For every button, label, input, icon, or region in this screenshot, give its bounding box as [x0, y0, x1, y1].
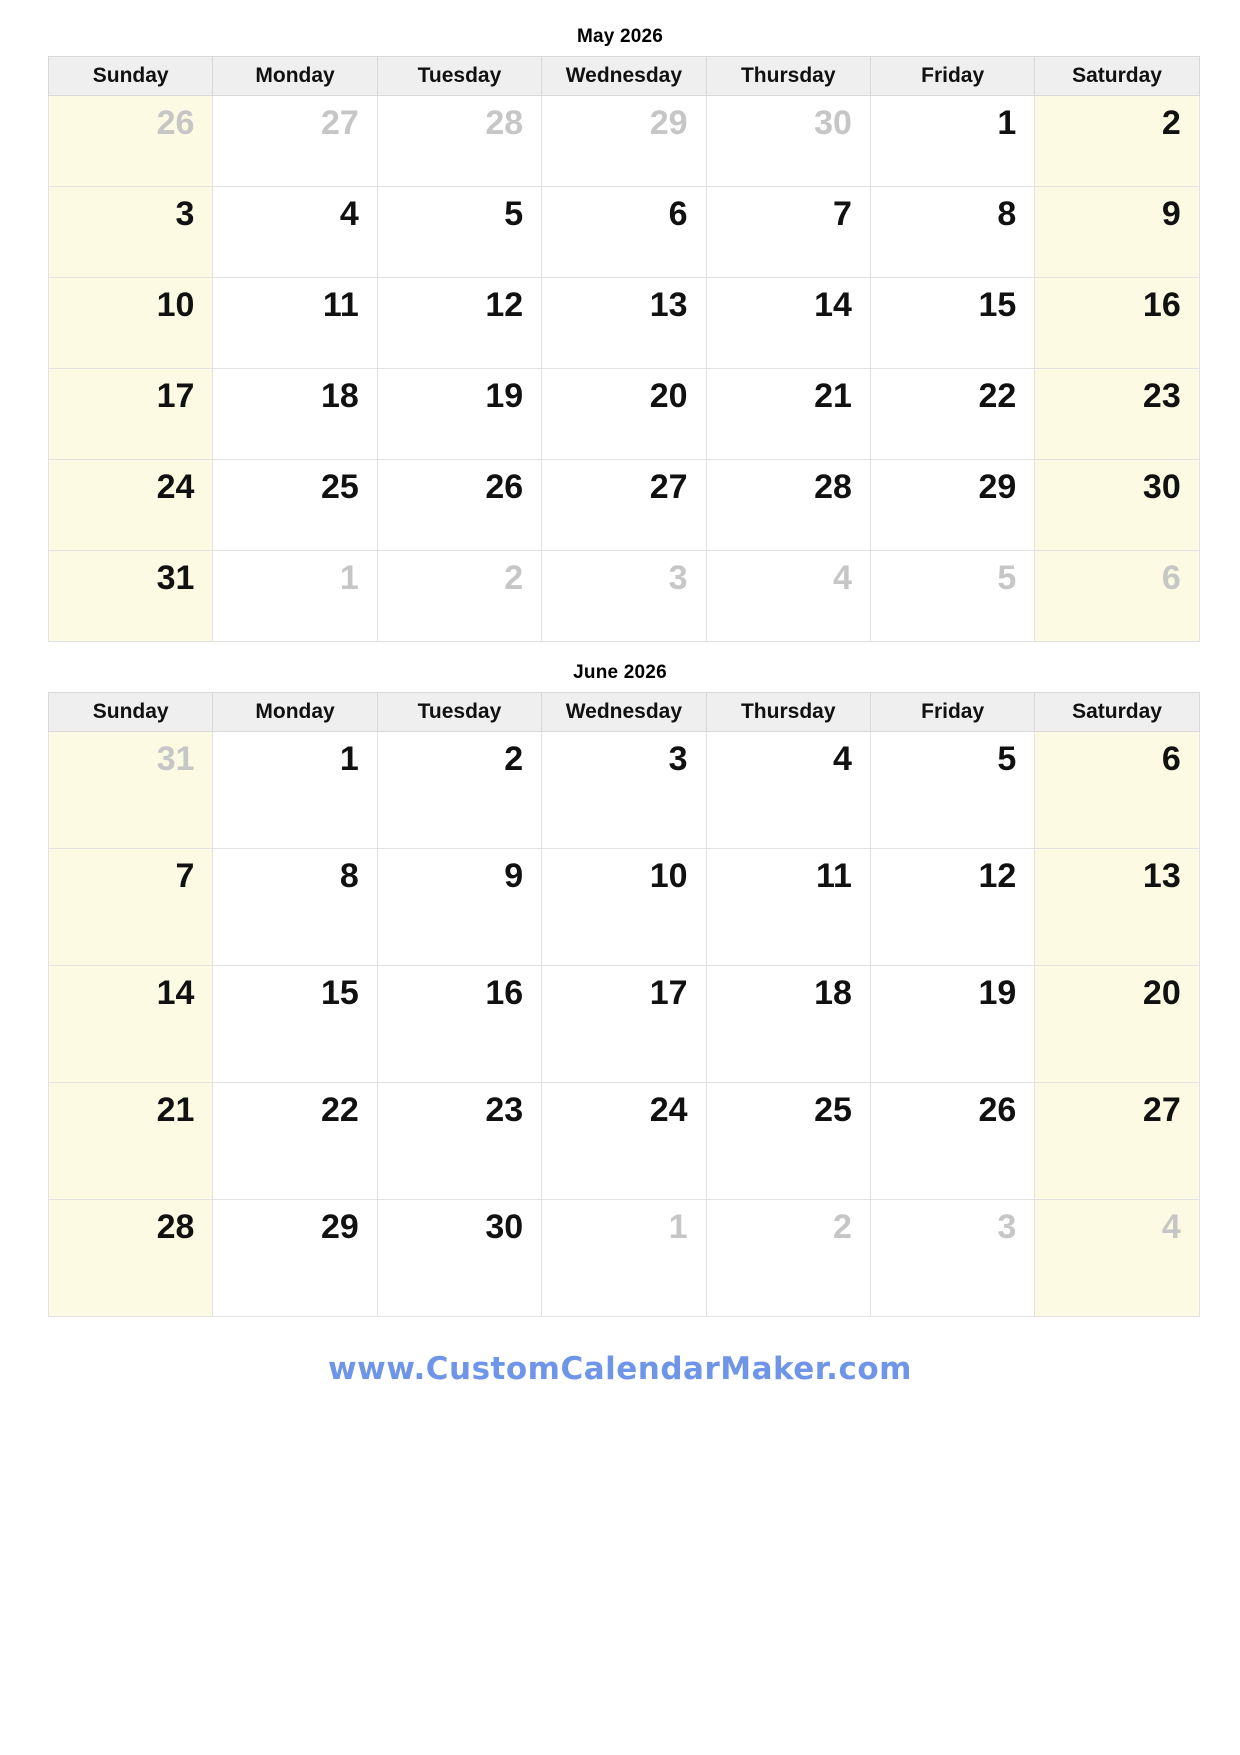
calendar-day-cell[interactable]: 12: [870, 849, 1034, 966]
weekday-header-monday: Monday: [213, 57, 377, 96]
calendar-day-cell[interactable]: 8: [870, 187, 1034, 278]
calendar-day-cell[interactable]: 3: [870, 1200, 1034, 1317]
calendar-day-cell[interactable]: 29: [542, 96, 706, 187]
calendar-day-cell[interactable]: 8: [213, 849, 377, 966]
weekday-header-thursday: Thursday: [706, 57, 870, 96]
calendar-day-cell[interactable]: 16: [377, 966, 541, 1083]
calendar-day-cell[interactable]: 21: [49, 1083, 213, 1200]
calendar-day-cell[interactable]: 11: [706, 849, 870, 966]
calendar-day-cell[interactable]: 31: [49, 732, 213, 849]
calendar-day-cell[interactable]: 1: [870, 96, 1034, 187]
calendar-table-june: [48, 692, 1200, 1317]
calendar-day-cell[interactable]: 13: [1035, 849, 1199, 966]
calendar-day-cell[interactable]: 25: [213, 460, 377, 551]
calendar-body-june: [49, 732, 1200, 1317]
calendar-day-cell[interactable]: 27: [1035, 1083, 1199, 1200]
calendar-day-cell[interactable]: 25: [706, 1083, 870, 1200]
calendar-table-may: [48, 56, 1200, 642]
calendar-day-cell[interactable]: 24: [49, 460, 213, 551]
calendar-day-cell[interactable]: 16: [1035, 278, 1199, 369]
month-title: May 2026: [576, 26, 664, 47]
calendar-body-may: [49, 96, 1200, 642]
calendar-day-cell[interactable]: 18: [213, 369, 377, 460]
calendar-day-cell[interactable]: 18: [706, 966, 870, 1083]
calendar-week-row: [49, 1083, 1200, 1200]
weekday-header-friday: Friday: [870, 57, 1034, 96]
calendar-day-cell[interactable]: 4: [706, 732, 870, 849]
calendar-day-cell[interactable]: 30: [377, 1200, 541, 1317]
weekday-header-thursday: Thursday: [706, 693, 870, 732]
site-url-footer: www.CustomCalendarMaker.com: [328, 1351, 912, 1387]
month-block-june: [48, 662, 1192, 1317]
calendar-day-cell[interactable]: 6: [1035, 551, 1199, 642]
calendar-day-cell[interactable]: 6: [542, 187, 706, 278]
calendar-day-cell[interactable]: 9: [1035, 187, 1199, 278]
calendar-day-cell[interactable]: 20: [1035, 966, 1199, 1083]
weekday-header-tuesday: Tuesday: [377, 693, 541, 732]
calendar-day-cell[interactable]: 3: [542, 732, 706, 849]
calendar-day-cell[interactable]: 2: [706, 1200, 870, 1317]
calendar-day-cell[interactable]: 21: [706, 369, 870, 460]
calendar-day-cell[interactable]: 2: [1035, 96, 1199, 187]
calendar-day-cell[interactable]: 14: [49, 966, 213, 1083]
weekday-header-saturday: Saturday: [1035, 57, 1199, 96]
calendar-week-row: [49, 966, 1200, 1083]
calendar-day-cell[interactable]: 6: [1035, 732, 1199, 849]
calendar-day-cell[interactable]: 2: [377, 551, 541, 642]
weekday-header-row: [49, 57, 1200, 96]
calendar-day-cell[interactable]: 13: [542, 278, 706, 369]
calendar-day-cell[interactable]: 31: [49, 551, 213, 642]
weekday-header-saturday: Saturday: [1035, 693, 1199, 732]
calendar-day-cell[interactable]: 26: [49, 96, 213, 187]
calendar-day-cell[interactable]: 4: [706, 551, 870, 642]
calendar-day-cell[interactable]: 28: [377, 96, 541, 187]
calendar-day-cell[interactable]: 4: [213, 187, 377, 278]
calendar-day-cell[interactable]: 7: [706, 187, 870, 278]
calendar-day-cell[interactable]: 24: [542, 1083, 706, 1200]
calendar-week-row: [49, 732, 1200, 849]
calendar-week-row: [49, 369, 1200, 460]
calendar-day-cell[interactable]: 29: [213, 1200, 377, 1317]
calendar-day-cell[interactable]: 10: [542, 849, 706, 966]
weekday-header-sunday: Sunday: [49, 57, 213, 96]
calendar-week-row: [49, 96, 1200, 187]
calendar-day-cell[interactable]: 28: [49, 1200, 213, 1317]
weekday-header-row: [49, 693, 1200, 732]
weekday-header-sunday: Sunday: [49, 693, 213, 732]
calendar-day-cell[interactable]: 22: [870, 369, 1034, 460]
calendar-day-cell[interactable]: 19: [377, 369, 541, 460]
calendar-day-cell[interactable]: 7: [49, 849, 213, 966]
calendar-week-row: [49, 187, 1200, 278]
calendar-day-cell[interactable]: 22: [213, 1083, 377, 1200]
weekday-header-wednesday: Wednesday: [542, 693, 706, 732]
calendar-day-cell[interactable]: 10: [49, 278, 213, 369]
calendar-day-cell[interactable]: 1: [542, 1200, 706, 1317]
calendar-day-cell[interactable]: 27: [213, 96, 377, 187]
calendar-day-cell[interactable]: 28: [706, 460, 870, 551]
calendar-day-cell[interactable]: 1: [213, 732, 377, 849]
calendar-day-cell[interactable]: 17: [49, 369, 213, 460]
calendar-day-cell[interactable]: 20: [542, 369, 706, 460]
calendar-day-cell[interactable]: 14: [706, 278, 870, 369]
weekday-header-tuesday: Tuesday: [377, 57, 541, 96]
calendar-day-cell[interactable]: 23: [1035, 369, 1199, 460]
calendar-day-cell[interactable]: 26: [377, 460, 541, 551]
calendar-day-cell[interactable]: 12: [377, 278, 541, 369]
calendar-day-cell[interactable]: 3: [542, 551, 706, 642]
calendar-day-cell[interactable]: 30: [706, 96, 870, 187]
weekday-header-monday: Monday: [213, 693, 377, 732]
calendar-day-cell[interactable]: 30: [1035, 460, 1199, 551]
calendar-day-cell[interactable]: 1: [213, 551, 377, 642]
calendar-week-row: [49, 1200, 1200, 1317]
calendar-day-cell[interactable]: 5: [870, 732, 1034, 849]
calendar-day-cell[interactable]: 27: [542, 460, 706, 551]
calendar-week-row: [49, 849, 1200, 966]
calendar-day-cell[interactable]: 2: [377, 732, 541, 849]
calendar-day-cell[interactable]: 15: [213, 966, 377, 1083]
calendar-day-cell[interactable]: 5: [870, 551, 1034, 642]
calendar-week-row: [49, 460, 1200, 551]
calendar-week-row: [49, 278, 1200, 369]
month-spacer: [48, 642, 1192, 656]
calendar-day-cell[interactable]: 3: [49, 187, 213, 278]
calendar-day-cell[interactable]: 17: [542, 966, 706, 1083]
calendar-day-cell[interactable]: 15: [870, 278, 1034, 369]
month-block-may: [48, 26, 1192, 642]
month-title: June 2026: [573, 662, 667, 683]
calendar-day-cell[interactable]: 11: [213, 278, 377, 369]
calendar-day-cell[interactable]: 4: [1035, 1200, 1199, 1317]
calendar-day-cell[interactable]: 19: [870, 966, 1034, 1083]
calendar-day-cell[interactable]: 29: [870, 460, 1034, 551]
weekday-header-wednesday: Wednesday: [542, 57, 706, 96]
calendar-day-cell[interactable]: 9: [377, 849, 541, 966]
calendar-week-row: [49, 551, 1200, 642]
calendar-day-cell[interactable]: 26: [870, 1083, 1034, 1200]
weekday-header-friday: Friday: [870, 693, 1034, 732]
calendar-day-cell[interactable]: 23: [377, 1083, 541, 1200]
calendar-day-cell[interactable]: 5: [377, 187, 541, 278]
